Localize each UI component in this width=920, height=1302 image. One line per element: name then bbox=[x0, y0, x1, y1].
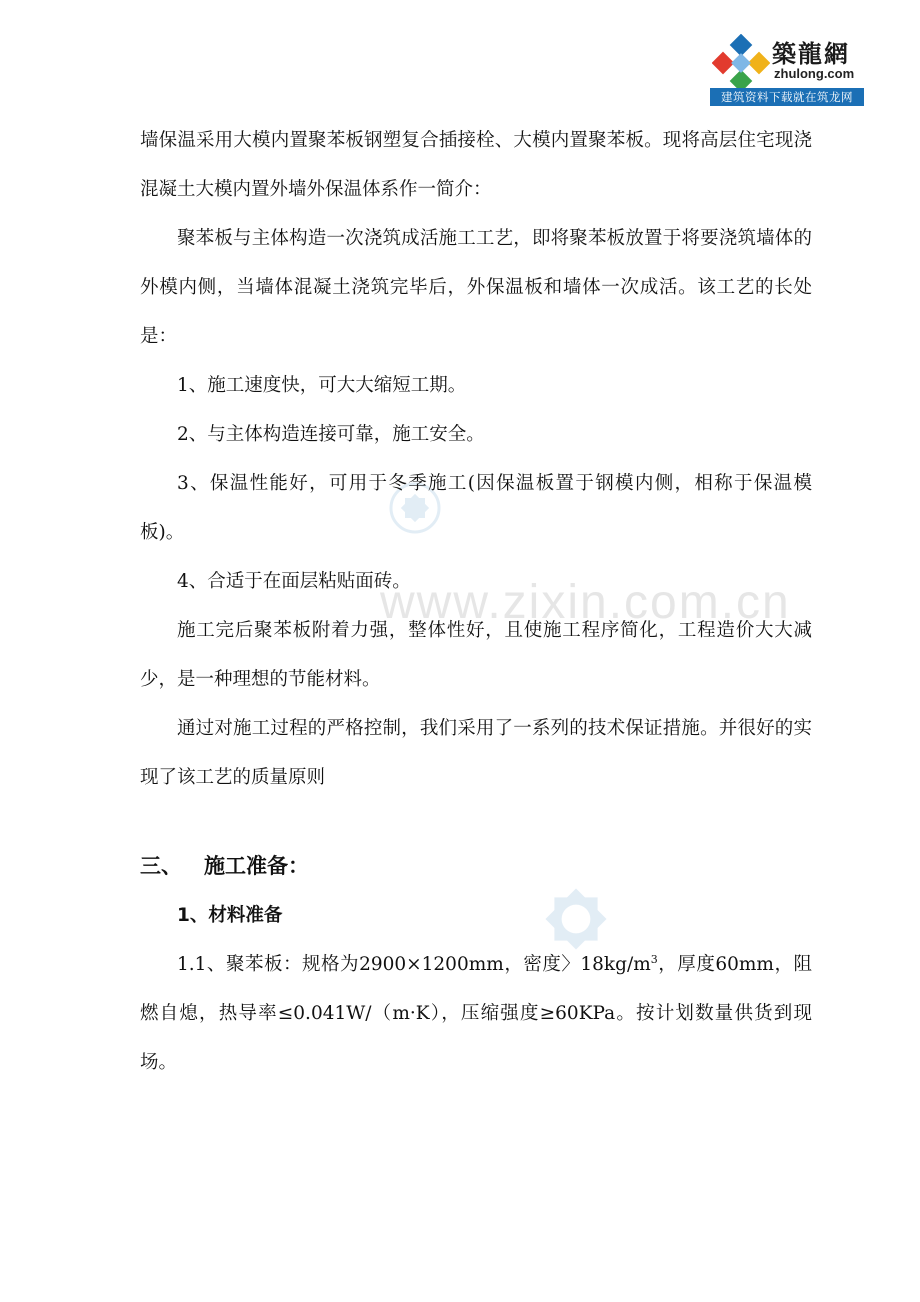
section-heading bbox=[140, 842, 812, 891]
paragraph: 施工完后聚苯板附着力强，整体性好，且使施工程序简化，工程造价大大减少，是一种理想的节能材料。 bbox=[140, 620, 812, 690]
section-title: 施工准备： bbox=[204, 854, 309, 878]
paragraph: 墙保温采用大模内置聚苯板钢塑复合插接栓、大模内置聚苯板。现将高层住宅现浇混凝土大模内置外墙外保温体系作一简介： bbox=[140, 130, 812, 200]
subsection-heading: 1、材料准备 bbox=[177, 905, 283, 926]
list-item: 1、施工速度快，可大大缩短工期。 bbox=[177, 375, 467, 396]
paragraph: 聚苯板与主体构造一次浇筑成活施工工艺，即将聚苯板放置于将要浇筑墙体的外模内侧，当墙体混凝土浇筑完毕后，外保温板和墙体一次成活。该工艺的长处是： bbox=[140, 228, 812, 347]
watermark-text: www.zixin.com.cn bbox=[380, 576, 791, 629]
list-item: 4、合适于在面层粘贴面砖。 bbox=[177, 571, 411, 592]
logo-tagline: 建筑资料下载就在筑龙网 bbox=[710, 88, 864, 106]
spec-text: ，厚度60mm，阻燃自熄，热导率≤0.041W/（m·K），压缩强度≥60KPa。按计划数量供货到现场。 bbox=[140, 954, 812, 1073]
paragraph: 通过对施工过程的严格控制，我们采用了一系列的技术保证措施。并很好的实现了该工艺的质量原则 bbox=[140, 718, 812, 788]
document-body bbox=[140, 116, 812, 1087]
zhulong-logo-icon bbox=[712, 34, 770, 92]
logo-url: zhulong.com bbox=[774, 66, 855, 81]
spec-text: 1.1、聚苯板：规格为2900×1200mm，密度〉18kg/m bbox=[177, 954, 651, 975]
logo-name: 築龍網 bbox=[772, 40, 850, 68]
zhulong-logo bbox=[708, 30, 866, 108]
list-item: 3、保温性能好，可用于冬季施工(因保温板置于钢模内侧，相称于保温模板)。 bbox=[140, 473, 812, 543]
spec-superscript: 3 bbox=[650, 952, 658, 966]
section-number: 三、 bbox=[140, 854, 182, 878]
spec-paragraph bbox=[140, 940, 812, 1087]
list-item: 2、与主体构造连接可靠，施工安全。 bbox=[177, 424, 485, 445]
